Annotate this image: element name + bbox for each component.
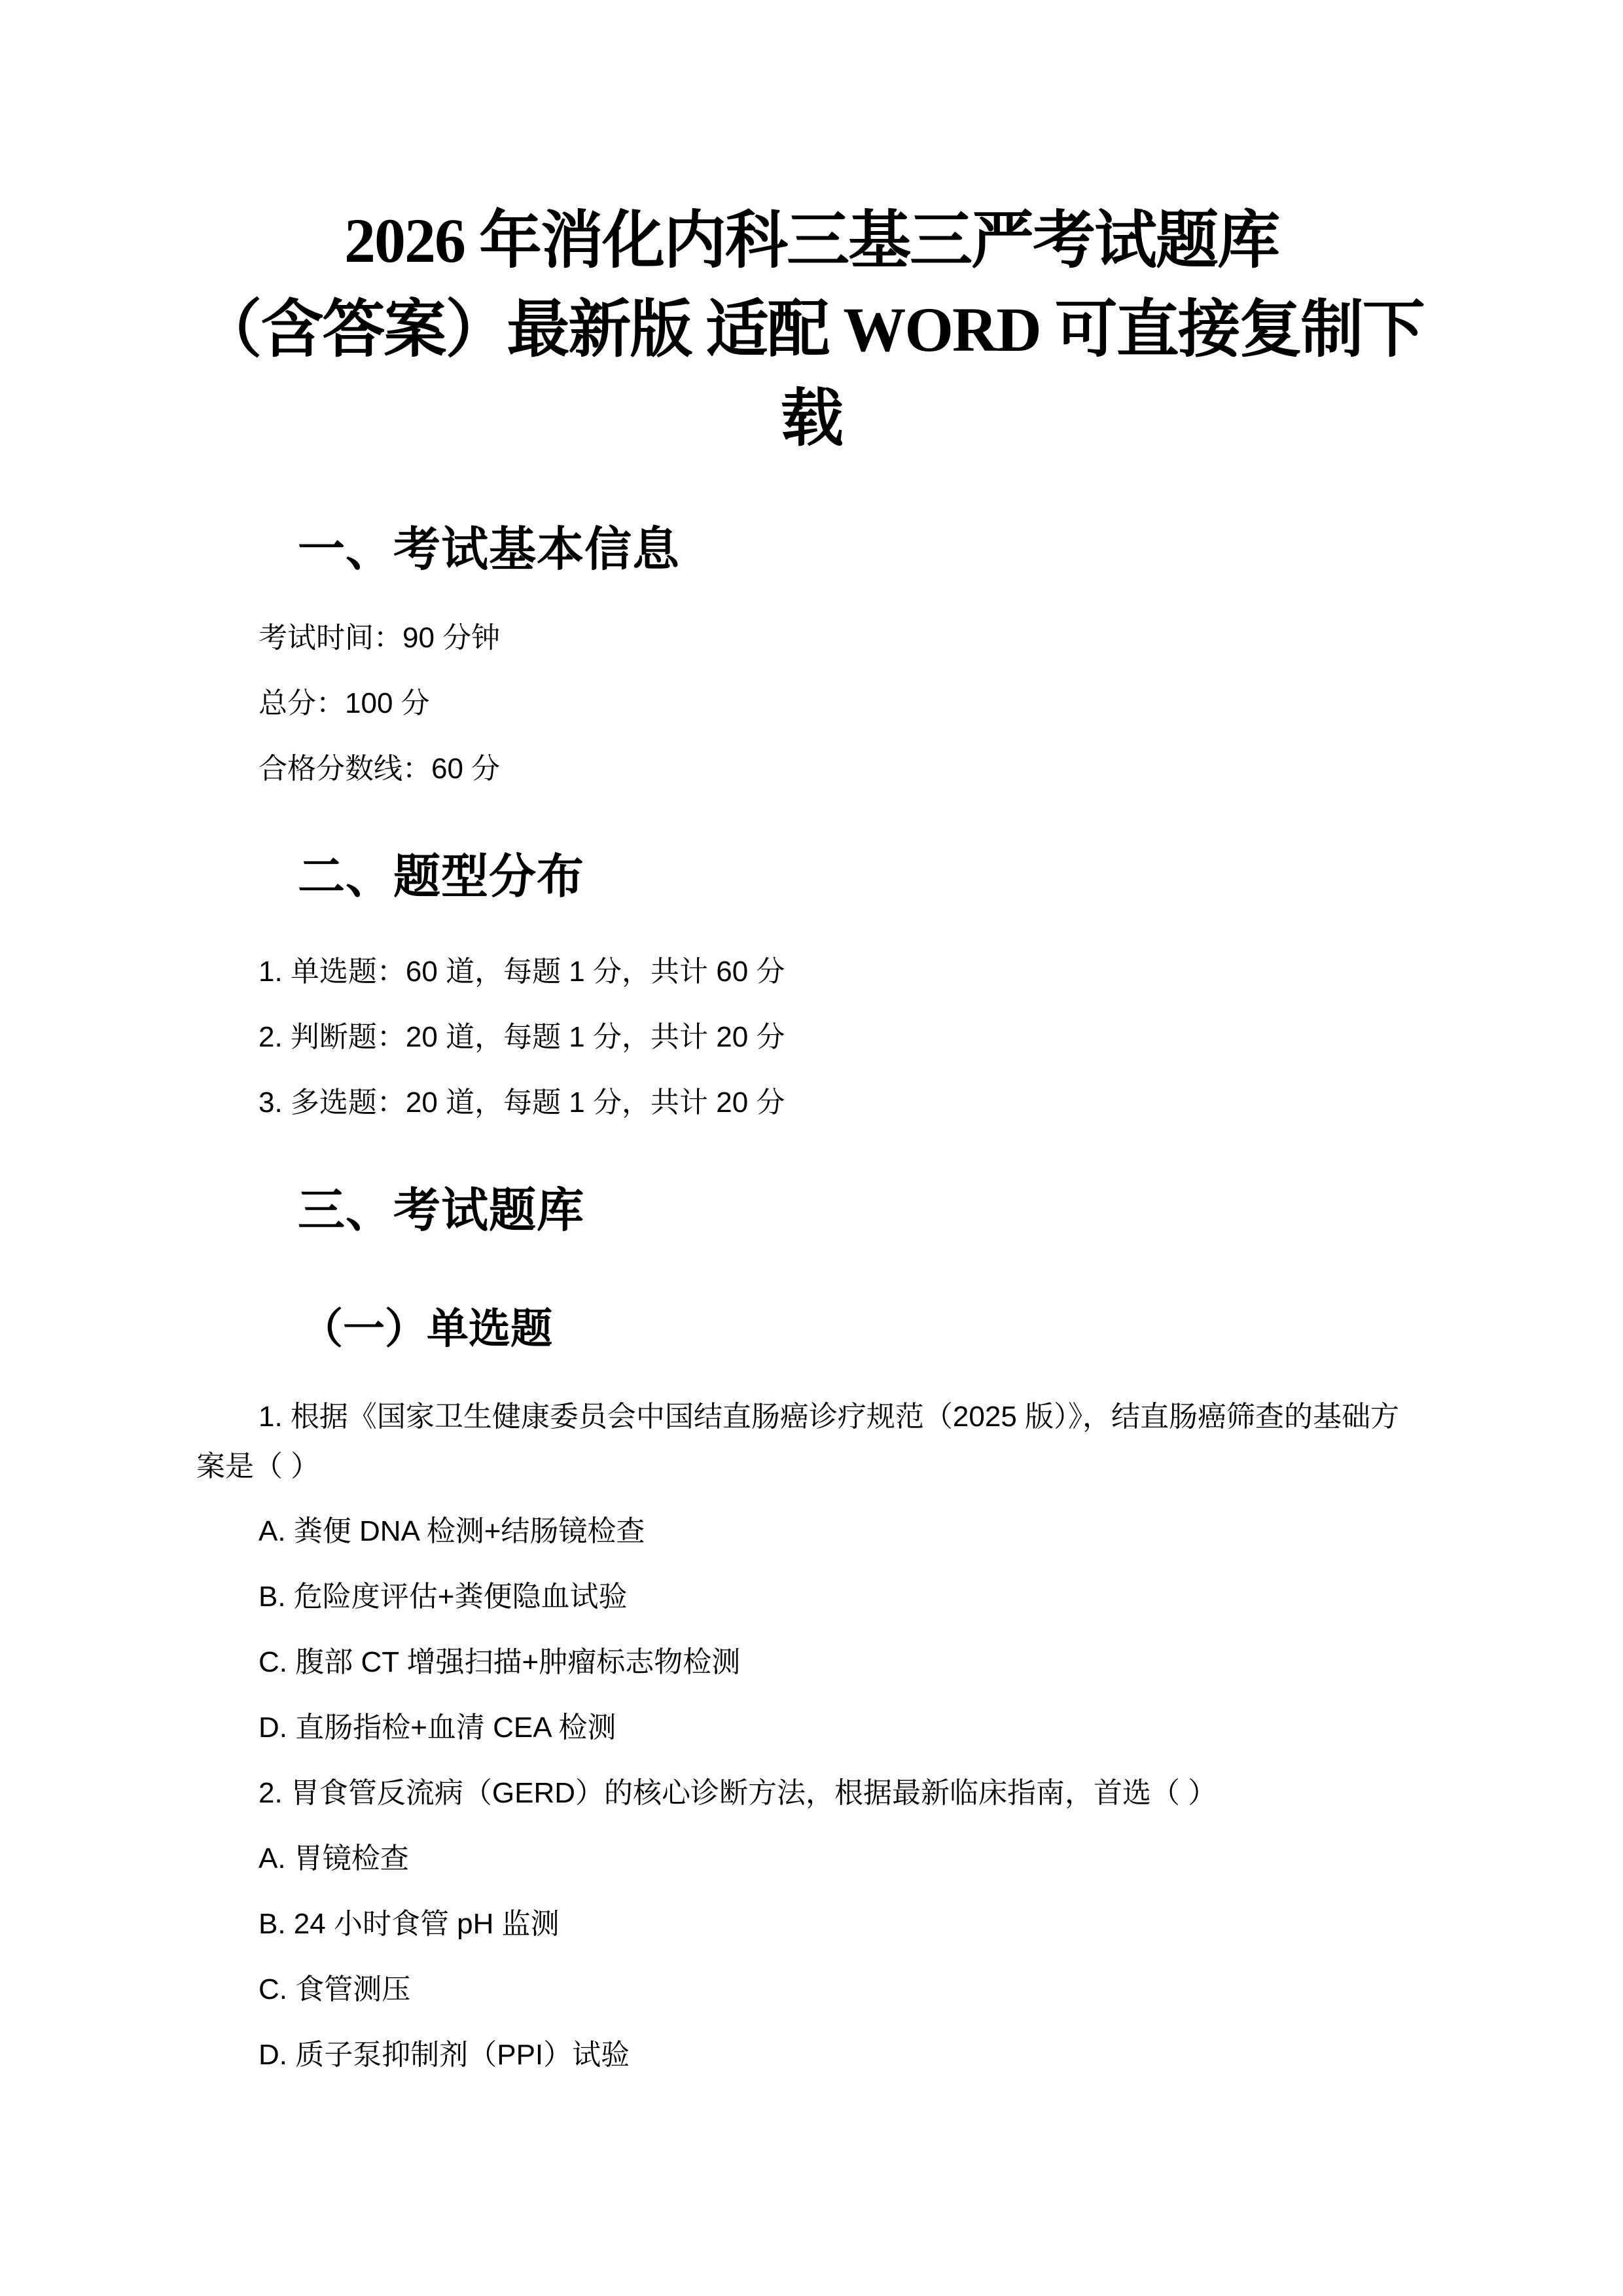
question-2-option-c: C. 食管测压 bbox=[259, 1973, 411, 2005]
question-2-option-d: D. 质子泵抑制剂（PPI）试验 bbox=[259, 2039, 630, 2071]
question-1-option-d: D. 直肠指检+血清 CEA 检测 bbox=[259, 1712, 616, 1744]
question-2-option-a: A. 胃镜检查 bbox=[259, 1842, 409, 1874]
question-2-option-b: B. 24 小时食管 pH 监测 bbox=[259, 1908, 560, 1940]
question-1-option-b: B. 危险度评估+粪便隐血试验 bbox=[259, 1581, 628, 1613]
exam-total-score: 总分：100 分 bbox=[259, 687, 430, 719]
question-type-true-false: 2. 判断题：20 道，每题 1 分，共计 20 分 bbox=[259, 1021, 785, 1053]
question-type-multiple-choice: 3. 多选题：20 道，每题 1 分，共计 20 分 bbox=[259, 1086, 785, 1119]
question-2-stem: 2. 胃食管反流病（GERD）的核心诊断方法，根据最新临床指南，首选（ ） bbox=[259, 1777, 1217, 1809]
question-1-option-a: A. 粪便 DNA 检测+结肠镜检查 bbox=[259, 1515, 645, 1547]
section-heading-question-types: 二、题型分布 bbox=[298, 851, 585, 903]
subsection-heading-single-choice: （一）单选题 bbox=[301, 1305, 552, 1352]
section-heading-exam-info: 一、考试基本信息 bbox=[298, 524, 681, 576]
question-1-stem: 1. 根据《国家卫生健康委员会中国结直肠癌诊疗规范（2025 版）》，结直肠癌筛查的基础方案是（ ） bbox=[196, 1401, 1400, 1482]
document-title bbox=[183, 196, 1440, 463]
title-line-1: 2026 年消化内科三基三严考试题库 bbox=[344, 206, 1279, 276]
question-type-single-choice: 1. 单选题：60 道，每题 1 分，共计 60 分 bbox=[259, 956, 785, 988]
question-1-option-c: C. 腹部 CT 增强扫描+肿瘤标志物检测 bbox=[259, 1646, 741, 1678]
section-heading-question-bank: 三、考试题库 bbox=[298, 1185, 585, 1237]
title-line-2: （含答案）最新版 适配 WORD 可直接复制下 bbox=[199, 295, 1424, 365]
title-line-3: 载 bbox=[781, 384, 842, 454]
exam-duration: 考试时间：90 分钟 bbox=[259, 622, 501, 654]
exam-pass-score: 合格分数线：60 分 bbox=[259, 753, 501, 785]
